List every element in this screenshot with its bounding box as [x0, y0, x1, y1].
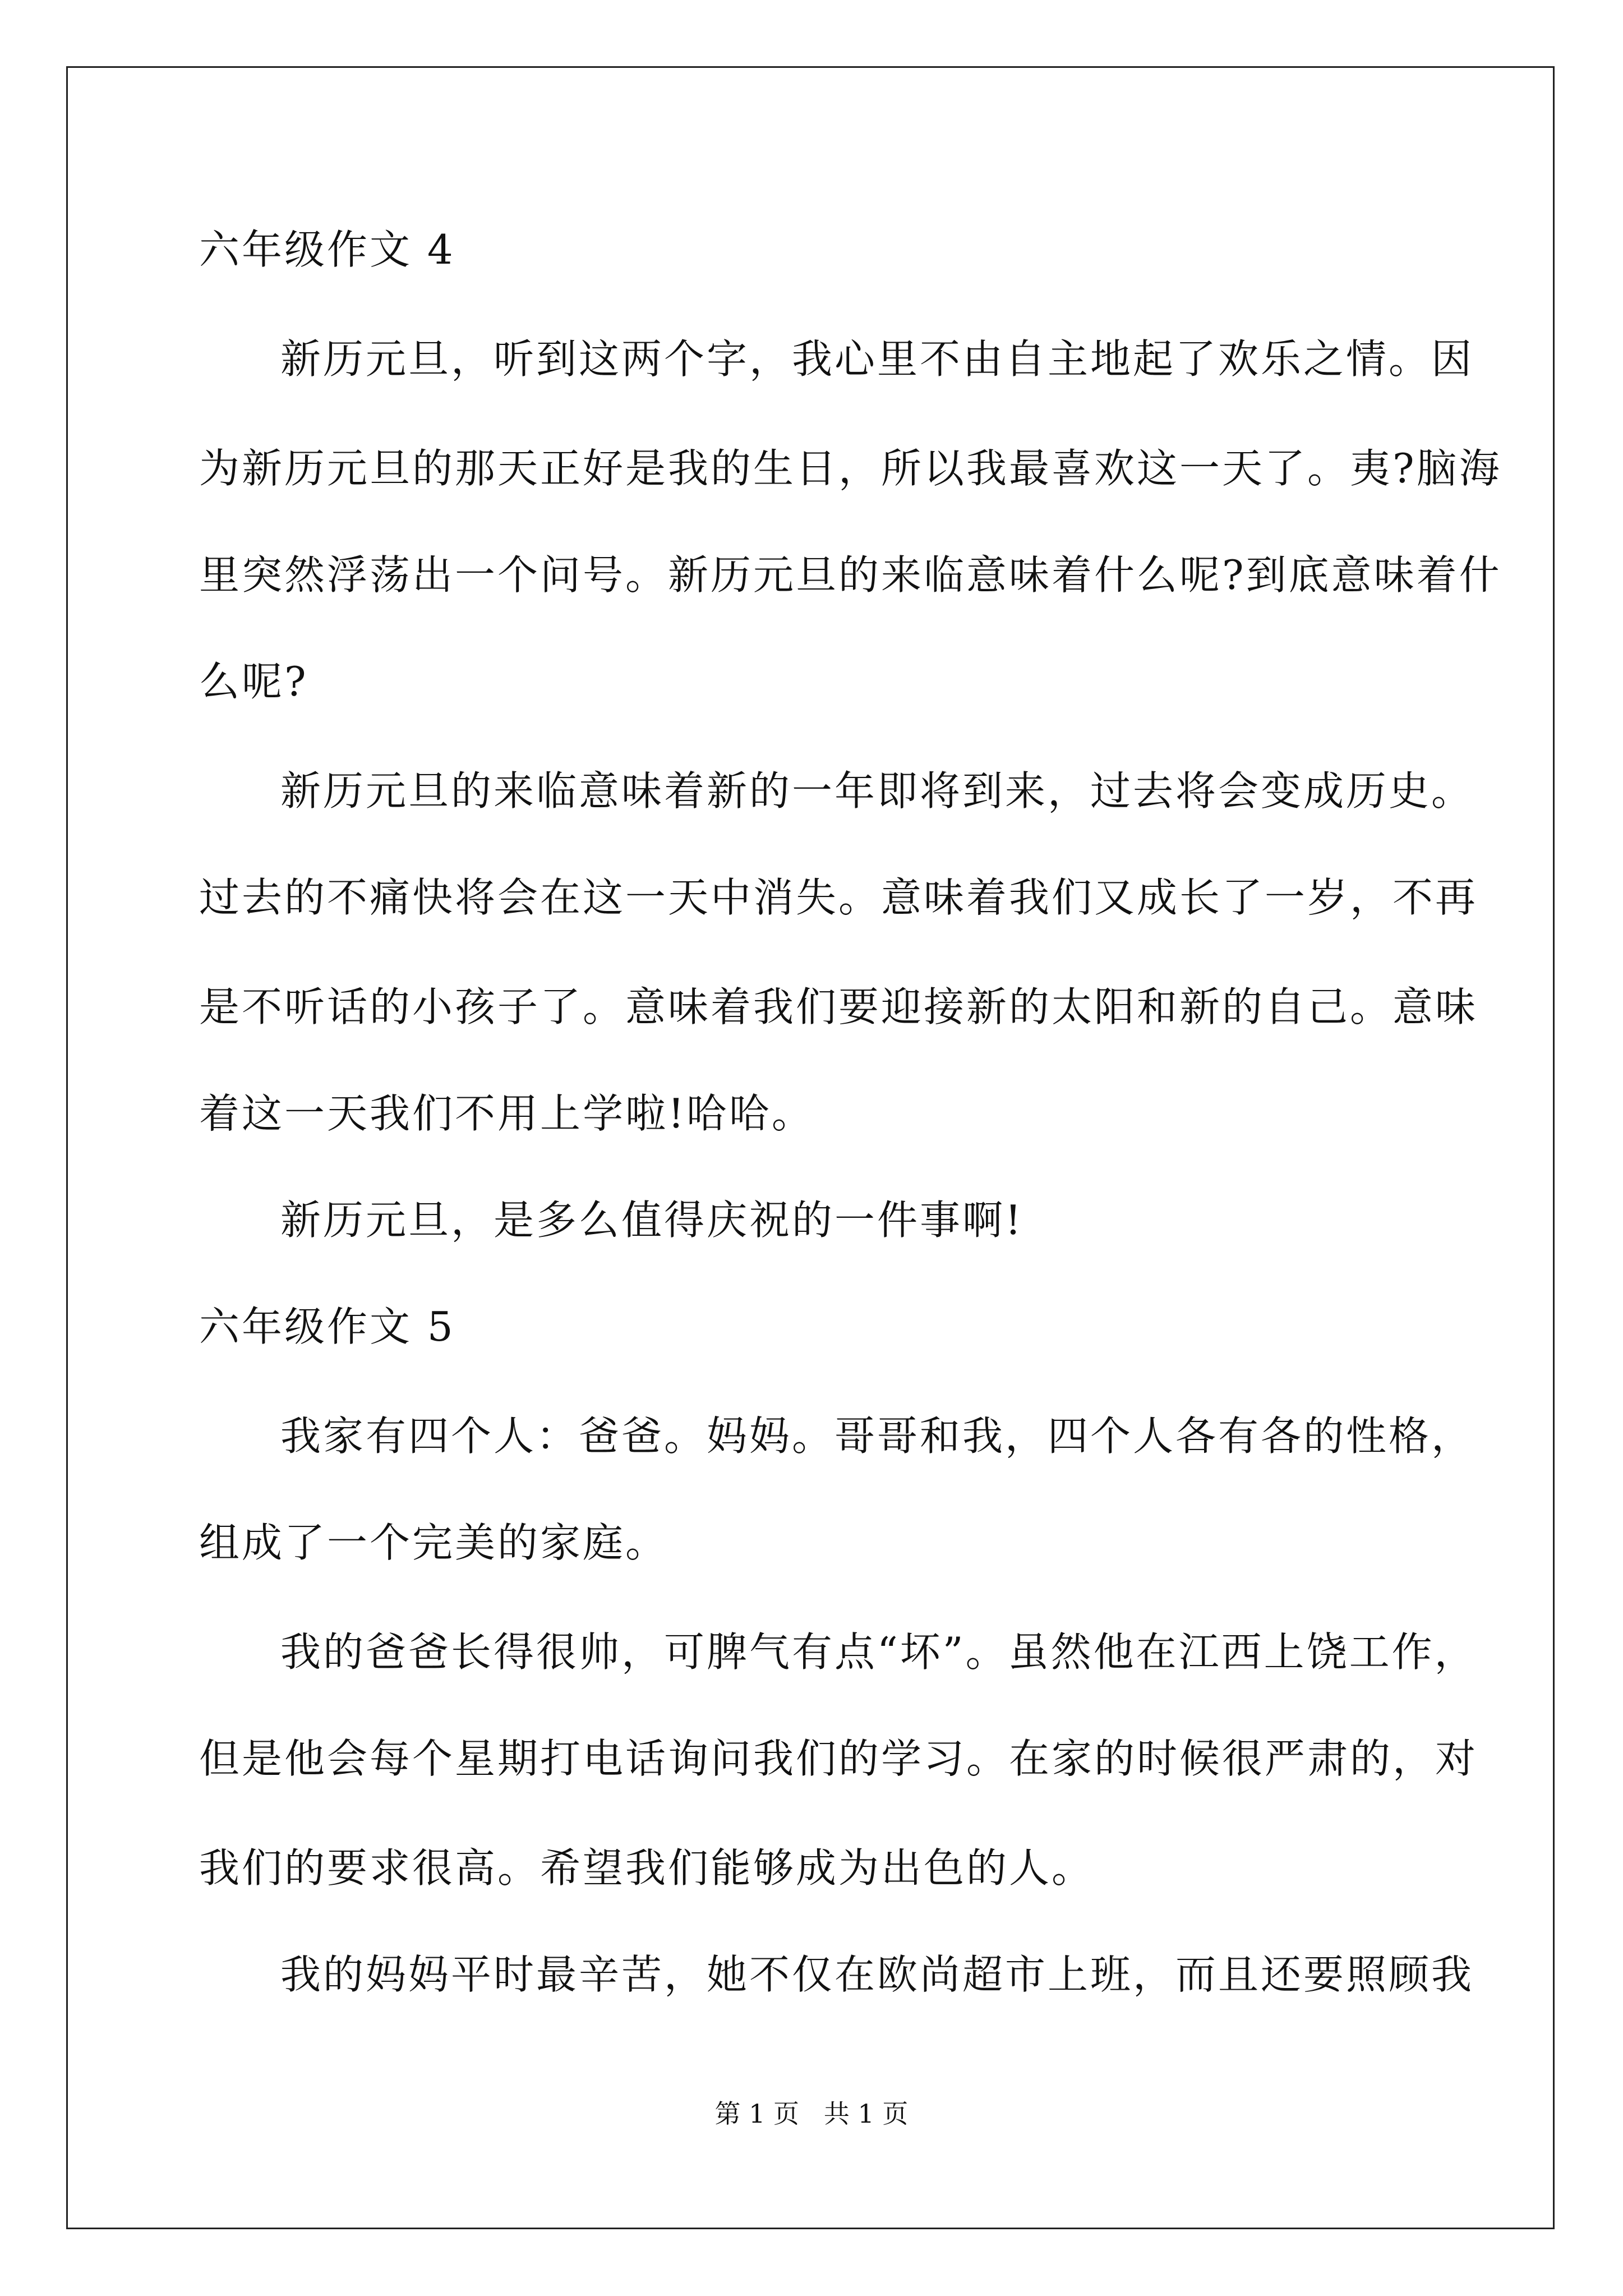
- essay-5-paragraph-2-line-3: 我们的要求很高。希望我们能够成为出色的人。: [199, 1844, 1095, 1892]
- essay-4-paragraph-2-line-1: 新历元旦的来临意味着新的一年即将到来，过去将会变成历史。: [280, 767, 1474, 815]
- essay-5-paragraph-1-line-1: 我家有四个人：爸爸。妈妈。哥哥和我，四个人各有各的性格，: [280, 1412, 1474, 1460]
- essay-5-paragraph-1-line-2: 组成了一个完美的家庭。: [199, 1519, 668, 1566]
- essay-4-paragraph-2-line-4: 着这一天我们不用上学啦!哈哈。: [199, 1090, 814, 1137]
- essay-5-paragraph-2-line-1: 我的爸爸长得很帅，可脾气有点“坏”。虽然他在江西上饶工作，: [280, 1628, 1477, 1676]
- essay-4-paragraph-2-line-3: 是不听话的小孩子了。意味着我们要迎接新的太阳和新的自己。意味: [199, 983, 1478, 1030]
- essay-4-paragraph-1-line-4: 么呢?: [199, 658, 308, 705]
- essay-5-title: 六年级作文 5: [199, 1303, 455, 1350]
- essay-4-paragraph-1-line-1: 新历元旦，听到这两个字，我心里不由自主地起了欢乐之情。因: [280, 335, 1474, 383]
- page-border: [66, 66, 1555, 2229]
- essay-4-paragraph-3-line-1: 新历元旦，是多么值得庆祝的一件事啊!: [280, 1197, 1023, 1244]
- essay-4-paragraph-1-line-2: 为新历元旦的那天正好是我的生日，所以我最喜欢这一天了。夷?脑海: [199, 445, 1502, 492]
- essay-4-title: 六年级作文 4: [199, 226, 455, 273]
- essay-4-paragraph-1-line-3: 里突然浮荡出一个问号。新历元旦的来临意味着什么呢?到底意味着什: [199, 551, 1502, 599]
- page-number-footer: 第 1 页 共 1 页: [714, 2099, 909, 2129]
- essay-5-paragraph-3-line-1: 我的妈妈平时最辛苦，她不仅在欧尚超市上班，而且还要照顾我: [280, 1951, 1474, 1998]
- essay-5-paragraph-2-line-2: 但是他会每个星期打电话询问我们的学习。在家的时候很严肃的，对: [199, 1735, 1478, 1782]
- essay-4-paragraph-2-line-2: 过去的不痛快将会在这一天中消失。意味着我们又成长了一岁，不再: [199, 874, 1478, 921]
